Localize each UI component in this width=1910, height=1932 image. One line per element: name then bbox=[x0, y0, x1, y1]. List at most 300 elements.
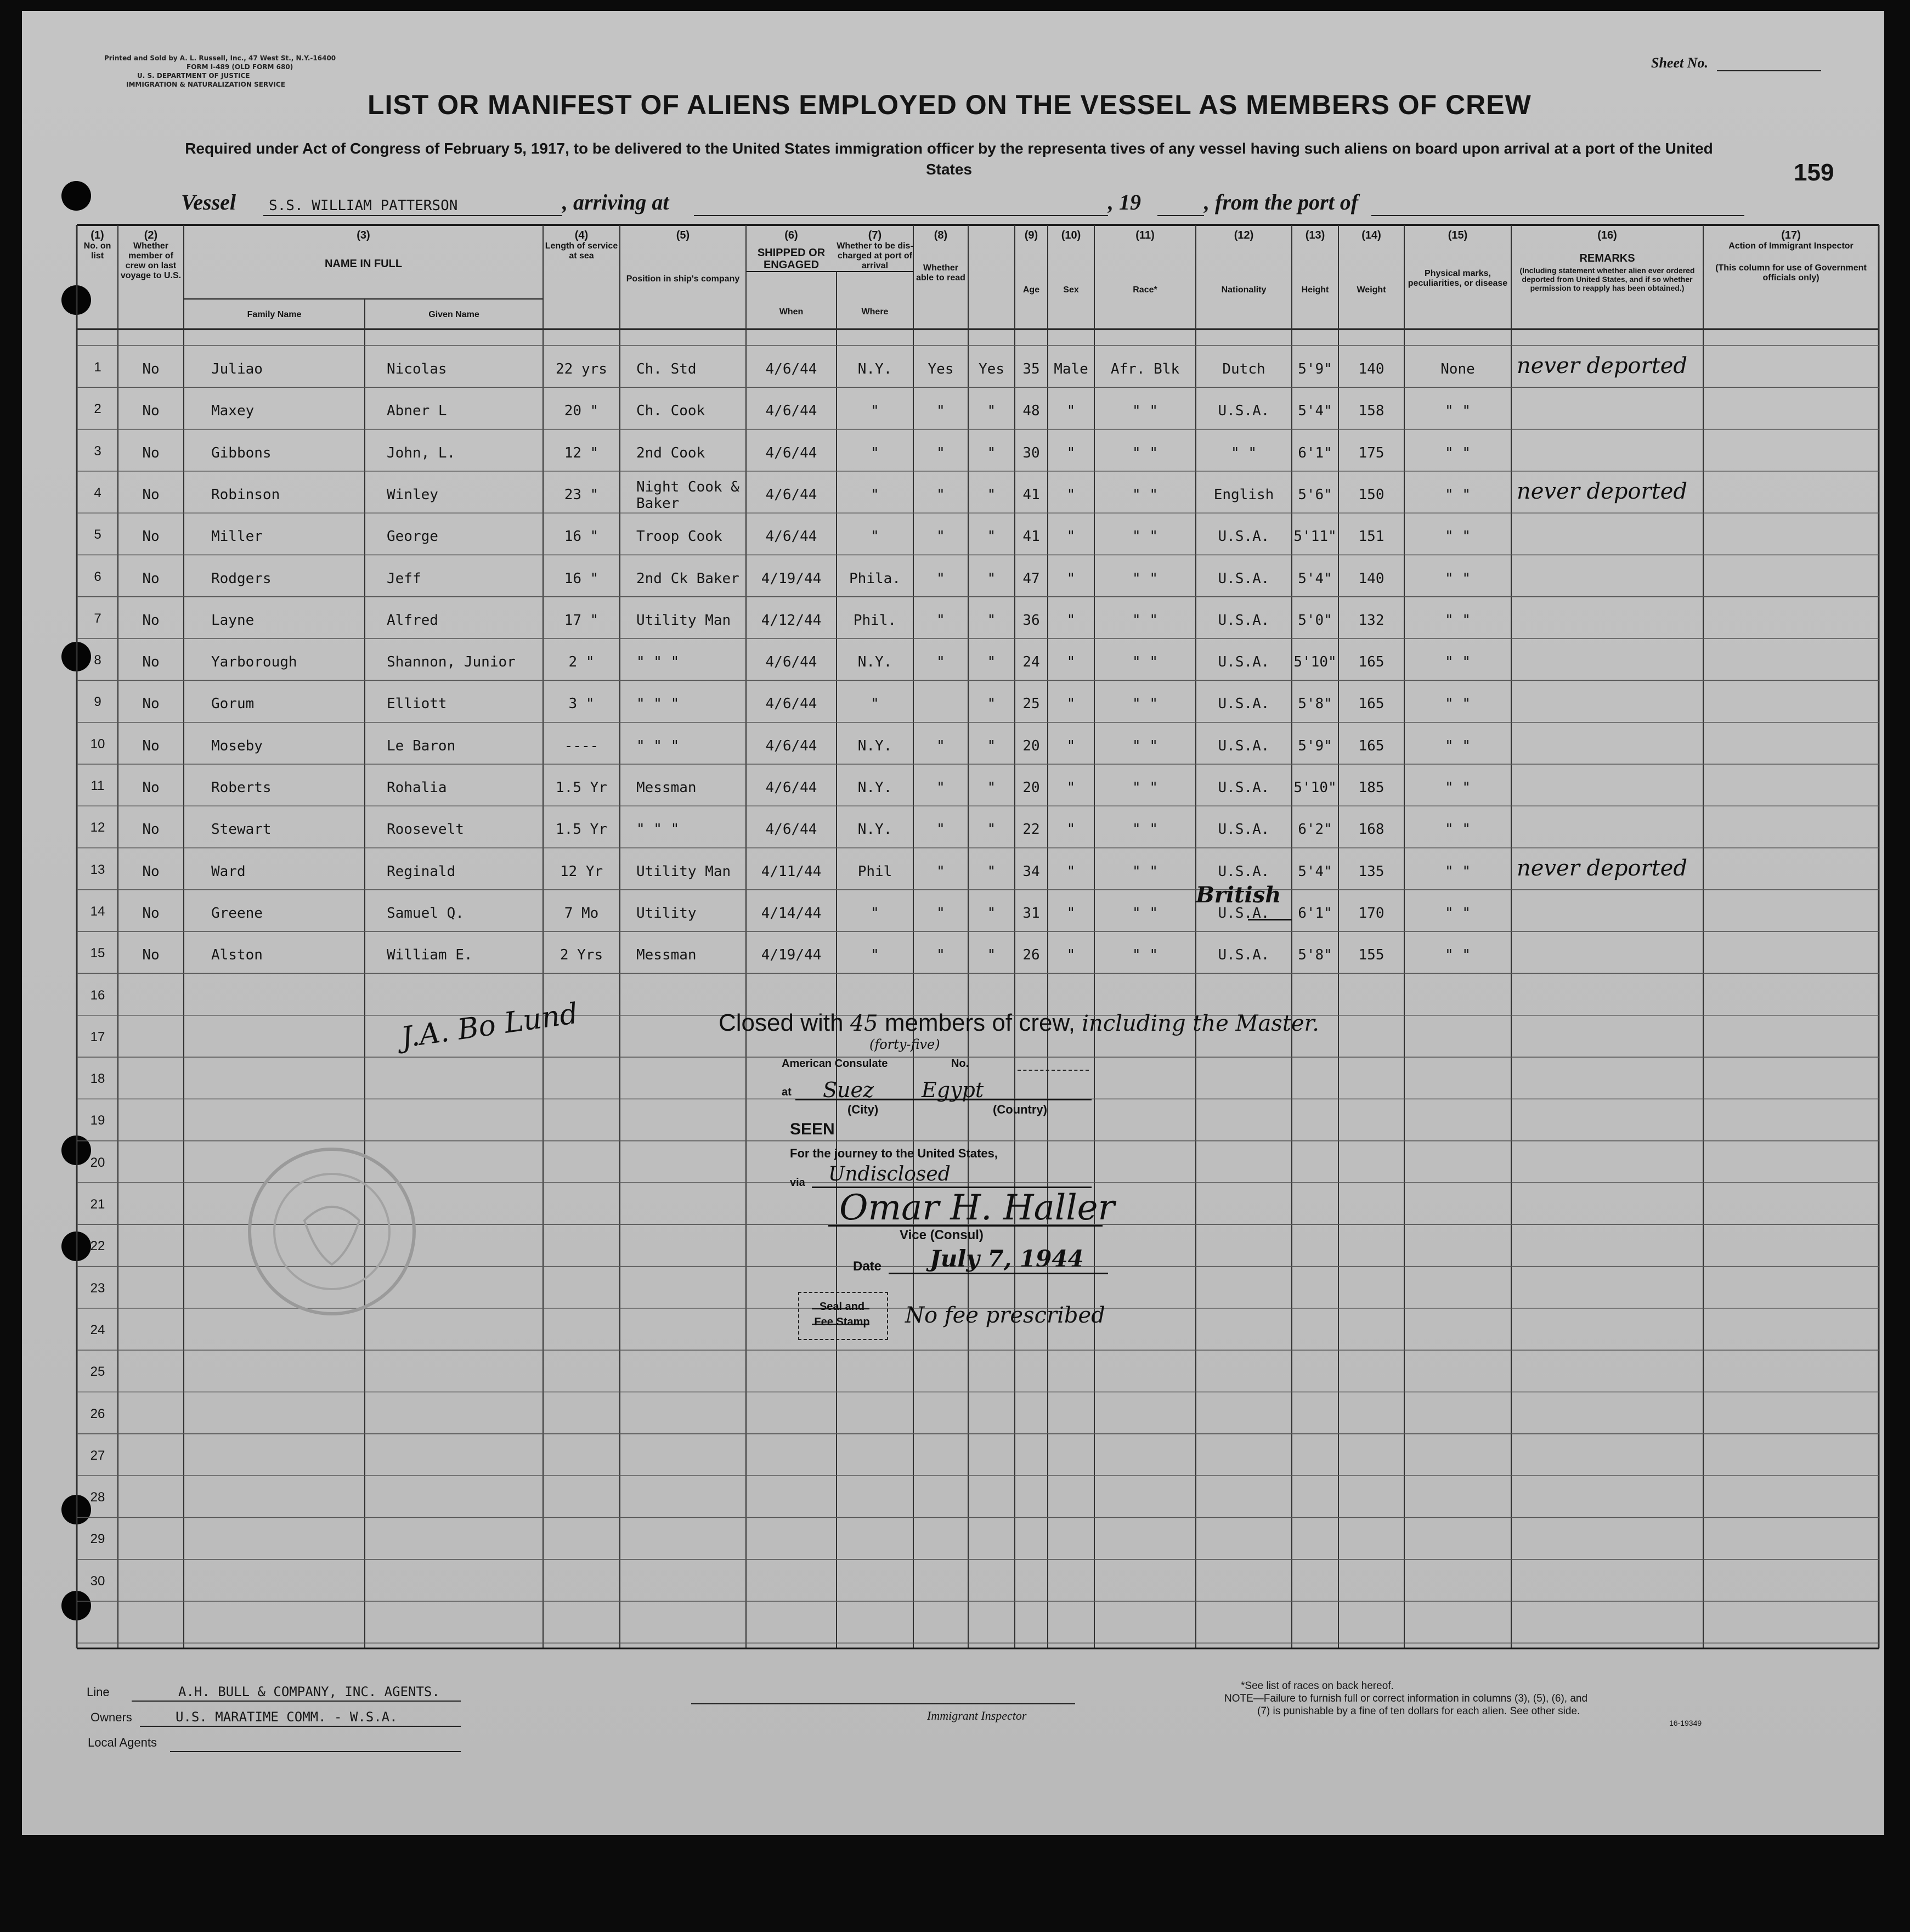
family-name-cell: Layne bbox=[211, 612, 255, 629]
printer-line: IMMIGRATION & NATURALIZATION SERVICE bbox=[126, 81, 285, 88]
service-length-cell: 1.5 Yr bbox=[556, 821, 607, 838]
closed-middle: members of crew, bbox=[884, 1009, 1076, 1036]
family-name-cell: Rodgers bbox=[211, 570, 272, 587]
family-name-cell: Maxey bbox=[211, 403, 255, 420]
shipped-where-cell: N.Y. bbox=[857, 737, 892, 754]
remarks-cell: never deported bbox=[1517, 855, 1687, 881]
weight-cell: 185 bbox=[1358, 779, 1385, 796]
failure-note: NOTE—Failure to furnish full or correct information in columns (3), (5), (6), and bbox=[1224, 1693, 1588, 1704]
position-cell: Ch. Cook bbox=[636, 403, 705, 420]
column-header: Where bbox=[861, 307, 889, 317]
row-number: 30 bbox=[90, 1573, 105, 1589]
service-length-cell: 23 " bbox=[564, 486, 599, 503]
race-cell: " " bbox=[1132, 863, 1158, 880]
race-cell: " " bbox=[1132, 570, 1158, 587]
row-number: 25 bbox=[90, 1364, 105, 1380]
given-name-cell: Rohalia bbox=[387, 779, 447, 796]
prev-voyage-cell: No bbox=[142, 863, 160, 880]
age-cell: 47 bbox=[1022, 570, 1040, 587]
sex-cell: " bbox=[1066, 905, 1076, 922]
discharge-cell: Yes bbox=[928, 361, 954, 377]
nationality-cell: Dutch bbox=[1222, 361, 1265, 377]
service-length-cell: 16 " bbox=[564, 570, 599, 587]
closed-hand: including the Master. bbox=[1082, 1011, 1319, 1036]
form-code: 16-19349 bbox=[1669, 1719, 1702, 1727]
weight-cell: 135 bbox=[1358, 863, 1385, 880]
age-cell: 25 bbox=[1022, 696, 1040, 713]
position-cell: Messman bbox=[636, 947, 697, 964]
line-underline bbox=[132, 1701, 461, 1702]
weight-cell: 132 bbox=[1358, 612, 1385, 629]
able-to-read-cell: " bbox=[987, 821, 996, 838]
age-cell: 31 bbox=[1022, 905, 1040, 922]
height-cell: 5'10" bbox=[1293, 654, 1337, 671]
height-cell: 5'8" bbox=[1298, 696, 1332, 713]
column-header: When bbox=[779, 307, 804, 317]
closed-statement bbox=[719, 1009, 1319, 1037]
year-label: , 19 bbox=[1108, 190, 1141, 214]
seal-fee-label: Seal and Fee Stamp bbox=[814, 1301, 870, 1328]
shipped-when-cell: 4/6/44 bbox=[765, 779, 817, 796]
able-to-read-cell: " bbox=[987, 737, 996, 754]
physical-marks-cell: " " bbox=[1445, 612, 1471, 629]
sex-cell: " bbox=[1066, 403, 1076, 420]
physical-marks-cell: " " bbox=[1445, 863, 1471, 880]
service-length-cell: 2 Yrs bbox=[560, 947, 603, 964]
row-number: 12 bbox=[90, 820, 105, 835]
race-cell: " " bbox=[1132, 444, 1158, 461]
able-to-read-cell: " bbox=[987, 403, 996, 420]
race-cell: " " bbox=[1132, 821, 1158, 838]
column-header: (4) bbox=[574, 229, 589, 241]
position-cell: Utility Man bbox=[636, 863, 731, 880]
service-length-cell: 16 " bbox=[564, 528, 599, 545]
position-cell: " " " bbox=[636, 737, 680, 754]
weight-cell: 155 bbox=[1358, 947, 1385, 964]
nationality-correction: British bbox=[1196, 882, 1281, 908]
given-name-cell: John, L. bbox=[387, 444, 456, 461]
row-number: 29 bbox=[90, 1532, 105, 1547]
discharge-cell: " bbox=[936, 570, 945, 587]
weight-cell: 150 bbox=[1358, 486, 1385, 503]
column-header: (This column for use of Government officials only) bbox=[1715, 263, 1867, 283]
sex-cell: " bbox=[1066, 696, 1076, 713]
closed-words: (forty-five) bbox=[869, 1037, 940, 1052]
race-cell: " " bbox=[1132, 779, 1158, 796]
prev-voyage-cell: No bbox=[142, 570, 160, 587]
row-number: 6 bbox=[94, 569, 101, 584]
race-cell: Afr. Blk bbox=[1110, 361, 1180, 377]
position-cell: Utility Man bbox=[636, 612, 731, 629]
owners-label: Owners bbox=[91, 1710, 132, 1724]
height-cell: 5'11" bbox=[1293, 528, 1337, 545]
shipped-where-cell: " bbox=[871, 947, 879, 964]
physical-marks-cell: " " bbox=[1445, 947, 1471, 964]
sex-cell: " bbox=[1066, 612, 1076, 629]
weight-cell: 165 bbox=[1358, 696, 1385, 713]
physical-marks-cell: " " bbox=[1445, 654, 1471, 671]
row-number: 11 bbox=[91, 778, 105, 793]
row-number: 26 bbox=[90, 1406, 105, 1421]
physical-marks-cell: " " bbox=[1445, 779, 1471, 796]
line-value: A.H. BULL & COMPANY, INC. AGENTS. bbox=[178, 1684, 440, 1699]
agents-underline bbox=[170, 1751, 461, 1752]
date-line bbox=[889, 1273, 1108, 1274]
able-to-read-cell: " bbox=[987, 570, 996, 587]
height-cell: 6'1" bbox=[1298, 444, 1332, 461]
column-header: Length of service at sea bbox=[545, 241, 618, 261]
height-cell: 5'8" bbox=[1298, 947, 1332, 964]
discharge-cell: " bbox=[936, 737, 945, 754]
service-length-cell: 12 Yr bbox=[560, 863, 603, 880]
nationality-cell: U.S.A. bbox=[1218, 570, 1270, 587]
family-name-cell: Gibbons bbox=[211, 444, 272, 461]
column-header: Weight bbox=[1357, 285, 1386, 295]
row-number: 20 bbox=[90, 1155, 105, 1170]
weight-cell: 170 bbox=[1358, 905, 1385, 922]
service-length-cell: 2 " bbox=[568, 654, 595, 671]
nationality-cell: U.S.A. bbox=[1218, 863, 1270, 880]
family-name-cell: Greene bbox=[211, 905, 263, 922]
position-cell: Troop Cook bbox=[636, 528, 722, 545]
country-value: Egypt bbox=[922, 1078, 984, 1102]
form-subtitle: Required under Act of Congress of February 5, 1917, to be delivered to the United States immigration officer by the representa tives of any vessel having such aliens on board upon arrival at a port of the United States bbox=[185, 140, 1713, 178]
discharge-cell: " bbox=[936, 779, 945, 796]
city-value: Suez bbox=[823, 1078, 874, 1102]
discharge-cell: " bbox=[936, 821, 945, 838]
shipped-where-cell: " bbox=[871, 486, 879, 503]
column-header: (2) bbox=[144, 229, 158, 241]
races-note: *See list of races on back hereof. bbox=[1241, 1680, 1394, 1692]
vessel-name: S.S. WILLIAM PATTERSON bbox=[269, 197, 458, 214]
row-number: 16 bbox=[90, 987, 105, 1003]
shipped-where-cell: Phil bbox=[857, 863, 892, 880]
shipped-where-cell: Phila. bbox=[849, 570, 901, 587]
row-number: 22 bbox=[90, 1239, 105, 1254]
remarks-cell: never deported bbox=[1517, 353, 1687, 379]
row-number: 23 bbox=[90, 1280, 105, 1296]
sex-cell: " bbox=[1066, 486, 1076, 503]
nationality-cell: English bbox=[1213, 486, 1274, 503]
signature-line bbox=[828, 1225, 1103, 1227]
age-cell: 24 bbox=[1022, 654, 1040, 671]
via-label: via bbox=[790, 1177, 805, 1189]
master-signature: J.A. Bo Lund bbox=[399, 997, 580, 1055]
agents-label: Local Agents bbox=[88, 1736, 157, 1749]
consul-signature: Omar H. Haller bbox=[839, 1188, 1115, 1228]
seal-strike-1 bbox=[812, 1308, 869, 1309]
given-name-cell: Shannon, Junior bbox=[387, 654, 516, 671]
line-label: Line bbox=[87, 1685, 110, 1699]
family-name-cell: Yarborough bbox=[211, 654, 297, 671]
given-name-cell: Alfred bbox=[387, 612, 438, 629]
shipped-when-cell: 4/6/44 bbox=[765, 696, 817, 713]
age-cell: 41 bbox=[1022, 486, 1040, 503]
given-name-cell: Abner L bbox=[387, 403, 447, 420]
shipped-where-cell: N.Y. bbox=[857, 361, 892, 377]
prev-voyage-cell: No bbox=[142, 403, 160, 420]
able-to-read-cell: " bbox=[987, 905, 996, 922]
prev-voyage-cell: No bbox=[142, 486, 160, 503]
column-header: SHIPPED OR ENGAGED bbox=[757, 247, 826, 271]
service-length-cell: 22 yrs bbox=[556, 361, 607, 377]
race-cell: " " bbox=[1132, 737, 1158, 754]
nationality-cell: U.S.A. bbox=[1218, 612, 1270, 629]
column-header: (13) bbox=[1305, 229, 1325, 241]
physical-marks-cell: " " bbox=[1445, 696, 1471, 713]
row-number: 18 bbox=[90, 1071, 105, 1087]
sex-cell: " bbox=[1066, 947, 1076, 964]
column-header: Action of Immigrant Inspector bbox=[1728, 241, 1854, 251]
printer-line: U. S. DEPARTMENT OF JUSTICE bbox=[137, 72, 250, 80]
family-name-cell: Ward bbox=[211, 863, 246, 880]
owners-underline bbox=[140, 1726, 461, 1727]
discharge-cell: " bbox=[936, 528, 945, 545]
age-cell: 34 bbox=[1022, 863, 1040, 880]
position-cell: Messman bbox=[636, 779, 697, 796]
journey-label: For the journey to the United States, bbox=[790, 1146, 998, 1160]
row-number: 15 bbox=[90, 946, 105, 961]
sex-cell: " bbox=[1066, 570, 1076, 587]
shipped-when-cell: 4/14/44 bbox=[761, 905, 822, 922]
position-cell: Utility bbox=[636, 905, 697, 922]
able-to-read-cell: " bbox=[987, 779, 996, 796]
column-header: Family Name bbox=[247, 310, 302, 319]
given-name-cell: George bbox=[387, 528, 438, 545]
consulate-no-line bbox=[1018, 1070, 1089, 1071]
race-cell: " " bbox=[1132, 654, 1158, 671]
column-header: Height bbox=[1301, 285, 1329, 295]
nationality-cell: U.S.A. bbox=[1218, 654, 1270, 671]
position-cell: 2nd Cook bbox=[636, 444, 705, 461]
weight-cell: 175 bbox=[1358, 444, 1385, 461]
row-number: 9 bbox=[94, 694, 101, 710]
column-header: (3) bbox=[357, 229, 370, 241]
height-cell: 5'0" bbox=[1298, 612, 1332, 629]
prev-voyage-cell: No bbox=[142, 905, 160, 922]
age-cell: 22 bbox=[1022, 821, 1040, 838]
height-cell: 5'10" bbox=[1293, 779, 1337, 796]
column-header: Position in ship's company bbox=[626, 274, 740, 284]
able-to-read-cell: " bbox=[987, 612, 996, 629]
sex-cell: " bbox=[1066, 779, 1076, 796]
position-cell: 2nd Ck Baker bbox=[636, 570, 739, 587]
prev-voyage-cell: No bbox=[142, 947, 160, 964]
from-port-label: , from the port of bbox=[1204, 190, 1359, 214]
country-label: (Country) bbox=[993, 1103, 1047, 1116]
fee-note: No fee prescribed bbox=[905, 1303, 1105, 1328]
closed-count: 45 bbox=[850, 1011, 878, 1036]
nationality-cell: U.S.A. bbox=[1218, 947, 1270, 964]
inspector-line bbox=[691, 1703, 1075, 1704]
row-number: 19 bbox=[90, 1113, 105, 1128]
shipped-when-cell: 4/6/44 bbox=[765, 361, 817, 377]
date-value: July 7, 1944 bbox=[930, 1245, 1084, 1272]
seen-label: SEEN bbox=[790, 1120, 835, 1138]
column-header: (15) bbox=[1448, 229, 1468, 241]
age-cell: 20 bbox=[1022, 779, 1040, 796]
service-length-cell: 17 " bbox=[564, 612, 599, 629]
shipped-when-cell: 4/19/44 bbox=[761, 570, 822, 587]
prev-voyage-cell: No bbox=[142, 821, 160, 838]
position-cell: Ch. Std bbox=[636, 361, 697, 377]
physical-marks-cell: " " bbox=[1445, 444, 1471, 461]
printer-line: FORM I-489 (OLD FORM 680) bbox=[187, 63, 293, 71]
consulate-no-label: No. bbox=[951, 1058, 969, 1070]
nationality-cell: U.S.A. bbox=[1218, 528, 1270, 545]
printer-line: Printed and Sold by A. L. Russell, Inc., 47 West St., N.Y.-16400 bbox=[104, 54, 336, 62]
position-cell: Night Cook & Baker bbox=[636, 478, 739, 512]
physical-marks-cell: " " bbox=[1445, 905, 1471, 922]
column-header: (Including statement whether alien ever ordered deported from United States, and if so whether permission to reapply has been obtained.) bbox=[1519, 266, 1695, 292]
prev-voyage-cell: No bbox=[142, 737, 160, 754]
given-name-cell: Roosevelt bbox=[387, 821, 464, 838]
prev-voyage-cell: No bbox=[142, 444, 160, 461]
shipped-when-cell: 4/6/44 bbox=[765, 403, 817, 420]
at-label: at bbox=[782, 1086, 792, 1098]
prev-voyage-cell: No bbox=[142, 528, 160, 545]
prev-voyage-cell: No bbox=[142, 361, 160, 377]
service-length-cell: 12 " bbox=[564, 444, 599, 461]
able-to-read-cell: " bbox=[987, 696, 996, 713]
consul-label: Vice (Consul) bbox=[900, 1228, 984, 1242]
shipped-where-cell: " bbox=[871, 696, 879, 713]
height-cell: 5'9" bbox=[1298, 361, 1332, 377]
discharge-cell: " bbox=[936, 612, 945, 629]
given-name-cell: Winley bbox=[387, 486, 438, 503]
able-to-read-cell: " bbox=[987, 863, 996, 880]
family-name-cell: Moseby bbox=[211, 737, 263, 754]
form-title: LIST OR MANIFEST OF ALIENS EMPLOYED ON THE VESSEL AS MEMBERS OF CREW bbox=[368, 89, 1532, 120]
nationality-cell: U.S.A. bbox=[1218, 737, 1270, 754]
race-cell: " " bbox=[1132, 696, 1158, 713]
prev-voyage-cell: No bbox=[142, 696, 160, 713]
able-to-read-cell: " bbox=[987, 486, 996, 503]
shipped-when-cell: 4/6/44 bbox=[765, 486, 817, 503]
column-header: Sex bbox=[1063, 285, 1079, 295]
given-name-cell: Nicolas bbox=[387, 361, 447, 377]
age-cell: 26 bbox=[1022, 947, 1040, 964]
able-to-read-cell: " bbox=[987, 444, 996, 461]
prev-voyage-cell: No bbox=[142, 654, 160, 671]
row-number: 27 bbox=[90, 1448, 105, 1463]
able-to-read-cell: " bbox=[987, 654, 996, 671]
given-name-cell: Reginald bbox=[387, 863, 456, 880]
row-number: 2 bbox=[94, 402, 101, 417]
row-number: 28 bbox=[90, 1490, 105, 1505]
shipped-where-cell: " bbox=[871, 528, 879, 545]
shipped-when-cell: 4/6/44 bbox=[765, 528, 817, 545]
race-cell: " " bbox=[1132, 486, 1158, 503]
able-to-read-cell: " bbox=[987, 947, 996, 964]
family-name-cell: Juliao bbox=[211, 361, 263, 377]
weight-cell: 151 bbox=[1358, 528, 1385, 545]
column-header: Given Name bbox=[428, 310, 479, 319]
row-number: 24 bbox=[90, 1322, 105, 1337]
discharge-cell: " bbox=[936, 654, 945, 671]
shipped-when-cell: 4/6/44 bbox=[765, 737, 817, 754]
row-number: 21 bbox=[90, 1197, 105, 1212]
column-header: Physical marks, peculiarities, or disease bbox=[1408, 269, 1508, 288]
nationality-cell: U.S.A. bbox=[1218, 779, 1270, 796]
weight-cell: 140 bbox=[1358, 570, 1385, 587]
inspector-label: Immigrant Inspector bbox=[927, 1709, 1027, 1722]
arriving-label: , arriving at bbox=[562, 190, 669, 214]
discharge-cell: " bbox=[936, 863, 945, 880]
shipped-when-cell: 4/6/44 bbox=[765, 654, 817, 671]
position-cell: " " " bbox=[636, 821, 680, 838]
sex-cell: Male bbox=[1054, 361, 1088, 377]
manifest-sheet bbox=[22, 11, 1884, 1835]
column-header: Whether member of crew on last voyage to U.S. bbox=[120, 241, 182, 280]
column-header: (11) bbox=[1135, 229, 1155, 241]
given-name-cell: Le Baron bbox=[387, 737, 456, 754]
able-to-read-cell: Yes bbox=[979, 361, 1004, 377]
weight-cell: 158 bbox=[1358, 403, 1385, 420]
family-name-cell: Robinson bbox=[211, 486, 280, 503]
row-number: 13 bbox=[90, 862, 105, 877]
column-header: NAME IN FULL bbox=[324, 258, 403, 270]
position-cell: " " " bbox=[636, 654, 680, 671]
shipped-when-cell: 4/6/44 bbox=[765, 821, 817, 838]
seal-strike-2 bbox=[812, 1324, 869, 1325]
sex-cell: " bbox=[1066, 654, 1076, 671]
row-number: 14 bbox=[90, 903, 105, 919]
prev-voyage-cell: No bbox=[142, 612, 160, 629]
row-number: 7 bbox=[94, 611, 101, 626]
position-cell: " " " bbox=[636, 696, 680, 713]
race-cell: " " bbox=[1132, 905, 1158, 922]
race-cell: " " bbox=[1132, 947, 1158, 964]
weight-cell: 140 bbox=[1358, 361, 1385, 377]
height-cell: 6'1" bbox=[1298, 905, 1332, 922]
height-cell: 5'9" bbox=[1298, 737, 1332, 754]
column-header: (5) bbox=[676, 229, 690, 241]
row-number: 3 bbox=[94, 443, 101, 459]
column-header: (17) bbox=[1781, 229, 1801, 241]
remarks-cell: never deported bbox=[1517, 478, 1687, 504]
column-header: Whether to be dis-charged at port of arrival bbox=[837, 241, 913, 270]
family-name-cell: Miller bbox=[211, 528, 263, 545]
row-number: 5 bbox=[94, 527, 101, 543]
service-length-cell: 3 " bbox=[568, 696, 595, 713]
service-length-cell: 1.5 Yr bbox=[556, 779, 607, 796]
closed-prefix: Closed with bbox=[719, 1009, 844, 1036]
fine-note: (7) is punishable by a fine of ten dollars for each alien. See other side. bbox=[1257, 1705, 1580, 1717]
age-cell: 41 bbox=[1022, 528, 1040, 545]
column-header: Whether able to read bbox=[916, 263, 965, 283]
race-cell: " " bbox=[1132, 403, 1158, 420]
shipped-when-cell: 4/19/44 bbox=[761, 947, 822, 964]
given-name-cell: William E. bbox=[387, 947, 473, 964]
at-line bbox=[795, 1099, 1092, 1100]
age-cell: 35 bbox=[1022, 361, 1040, 377]
column-header: Nationality bbox=[1221, 285, 1267, 295]
strikeout-usa bbox=[1248, 919, 1292, 920]
height-cell: 5'4" bbox=[1298, 403, 1332, 420]
sex-cell: " bbox=[1066, 737, 1076, 754]
prev-voyage-cell: No bbox=[142, 779, 160, 796]
age-cell: 20 bbox=[1022, 737, 1040, 754]
discharge-cell: " bbox=[936, 905, 945, 922]
weight-cell: 165 bbox=[1358, 737, 1385, 754]
column-header: (16) bbox=[1597, 229, 1617, 241]
shipped-where-cell: " bbox=[871, 444, 879, 461]
able-to-read-cell: " bbox=[987, 528, 996, 545]
column-header: (1) bbox=[91, 229, 104, 241]
nationality-cell: U.S.A. bbox=[1218, 821, 1270, 838]
column-header: (7) bbox=[868, 229, 882, 241]
